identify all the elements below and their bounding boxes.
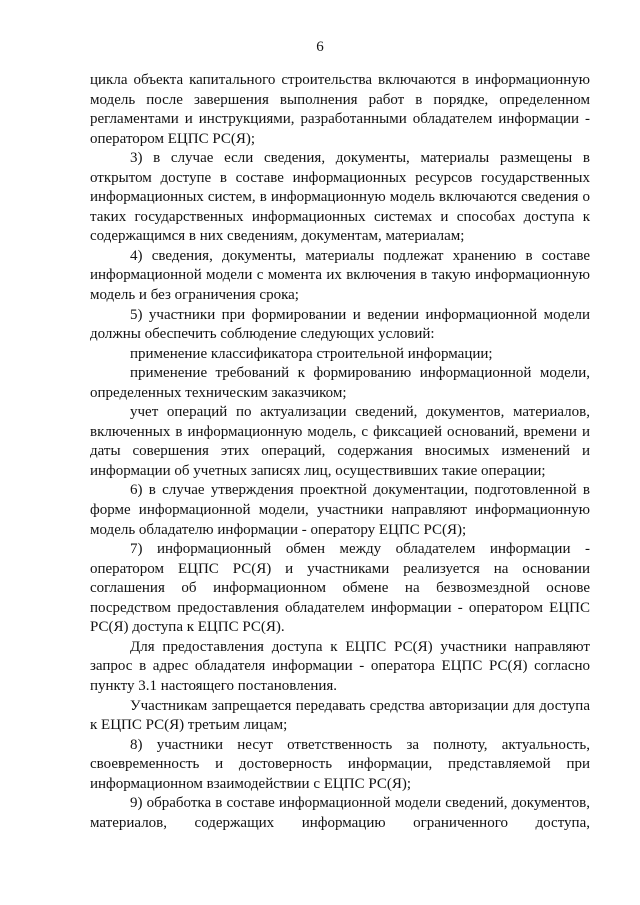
paragraph: 8) участники несут ответственность за полноту, актуальность, своевременность и достоверность информации, представляемой при информационном взаимодействии с ЕЦПС РС(Я); xyxy=(90,736,590,792)
paragraph: 3) в случае если сведения, документы, материалы размещены в открытом доступе в составе информационных ресурсов государственных информационных систем, в информационную модель включаются сведения о таких государственных информационных системах и способах доступа к содержащимся в них сведениям, документам, материалам; xyxy=(90,150,590,245)
paragraph: Для предоставления доступа к ЕЦПС РС(Я) участники направляют запрос в адрес обладателя информации - оператора ЕЦПС РС(Я) согласно пункту 3.1 настоящего постановления. xyxy=(90,638,590,694)
paragraph: 4) сведения, документы, материалы подлежат хранению в составе информационной модели с момента их включения в такую информационную модель и без ограничения срока; xyxy=(90,247,590,304)
paragraph: Участникам запрещается передавать средства авторизации для доступа к ЕЦПС РС(Я) третьим лицам; xyxy=(90,697,590,734)
paragraph: применение требований к формированию информационной модели, определенных техническим заказчиком; xyxy=(90,365,590,401)
paragraph: применение классификатора строительной информации; xyxy=(130,345,493,362)
paragraph: 7) информационный обмен между обладателем информации - оператором ЕЦПС РС(Я) и участниками реализуется на основании соглашения об информационном обмене на безвозмездной основе посредством предоставления обладателем информации - оператором ЕЦПС РС(Я) доступа к ЕЦПС РС(Я). xyxy=(90,541,590,636)
document-body xyxy=(90,71,590,833)
paragraph: 5) участники при формировании и ведении информационной модели должны обеспечить соблюдение следующих условий: xyxy=(90,306,590,343)
paragraph: цикла объекта капитального строительства включаются в информационную модель после завершения выполнения работ в порядке, определенном регламентами и инструкциями, разработанными обладателем информации - оператором ЕЦПС РС(Я); xyxy=(90,72,590,147)
paragraph: 6) в случае утверждения проектной документации, подготовленной в форме информационной модели, участники направляют информационную модель обладателю информации - оператору ЕЦПС РС(Я); xyxy=(90,482,590,538)
page-number: 6 xyxy=(316,39,324,55)
paragraph: учет операций по актуализации сведений, документов, материалов, включенных в информационную модель, с фиксацией оснований, времени и даты совершения этих операций, содержания вносимых изменений и информации об учетных записях лиц, осуществивших такие операции; xyxy=(90,404,590,479)
paragraph: 9) обработка в составе информационной модели сведений, документов, материалов, содержащих информацию ограниченного доступа, xyxy=(90,795,590,831)
